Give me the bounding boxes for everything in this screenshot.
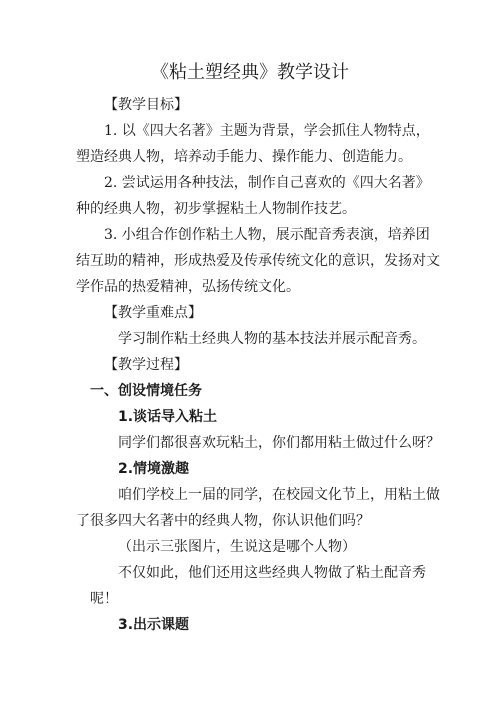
step-3-heading: 3.出示课题 — [118, 617, 190, 633]
document-title: 《粘土塑经典》教学设计 — [151, 62, 349, 83]
step-2-line-3: （出示三张图片，生说这是哪个人物） — [118, 539, 356, 555]
goal-1-line-1: 1. 以《四大名著》主题为背景，学会抓住人物特点， — [104, 123, 430, 139]
part-1-heading: 一、创设情境任务 — [90, 383, 202, 399]
keypoints-text: 学习制作粘土经典人物的基本技法并展示配音秀。 — [118, 331, 426, 347]
step-2-line-2: 了很多四大名著中的经典人物，你认识他们吗？ — [76, 513, 370, 529]
goal-3-line-2: 结互助的精神，形成热爱及传承传统文化的意识，发扬对文 — [76, 253, 440, 269]
step-2-line-1: 咱们学校上一届的同学，在校园文化节上，用粘土做 — [118, 487, 440, 503]
goal-3-line-3: 学作品的热爱精神，弘扬传统文化。 — [76, 279, 300, 295]
goal-2-line-1: 2. 尝试运用各种技法，制作自己喜欢的《四大名著》 — [104, 175, 430, 191]
goal-3-line-1: 3. 小组合作创作粘土人物，展示配音秀表演，培养团 — [104, 227, 430, 243]
goal-1-line-2: 塑造经典人物，培养动手能力、操作能力、创造能力。 — [76, 149, 412, 165]
process-heading: 【教学过程】 — [104, 357, 188, 373]
step-2-line-4: 不仅如此，他们还用这些经典人物做了粘土配音秀 — [118, 565, 426, 581]
keypoints-heading: 【教学重难点】 — [104, 305, 202, 321]
step-2-heading: 2.情境激趣 — [118, 461, 190, 477]
goals-heading: 【教学目标】 — [104, 97, 188, 113]
step-1-text: 同学们都很喜欢玩粘土，你们都用粘土做过什么呀？ — [118, 435, 440, 451]
step-2-line-5: 呢！ — [90, 591, 118, 607]
step-1-heading: 1.谈话导入粘土 — [118, 409, 218, 425]
goal-2-line-2: 种的经典人物，初步掌握粘土人物制作技艺。 — [76, 201, 356, 217]
